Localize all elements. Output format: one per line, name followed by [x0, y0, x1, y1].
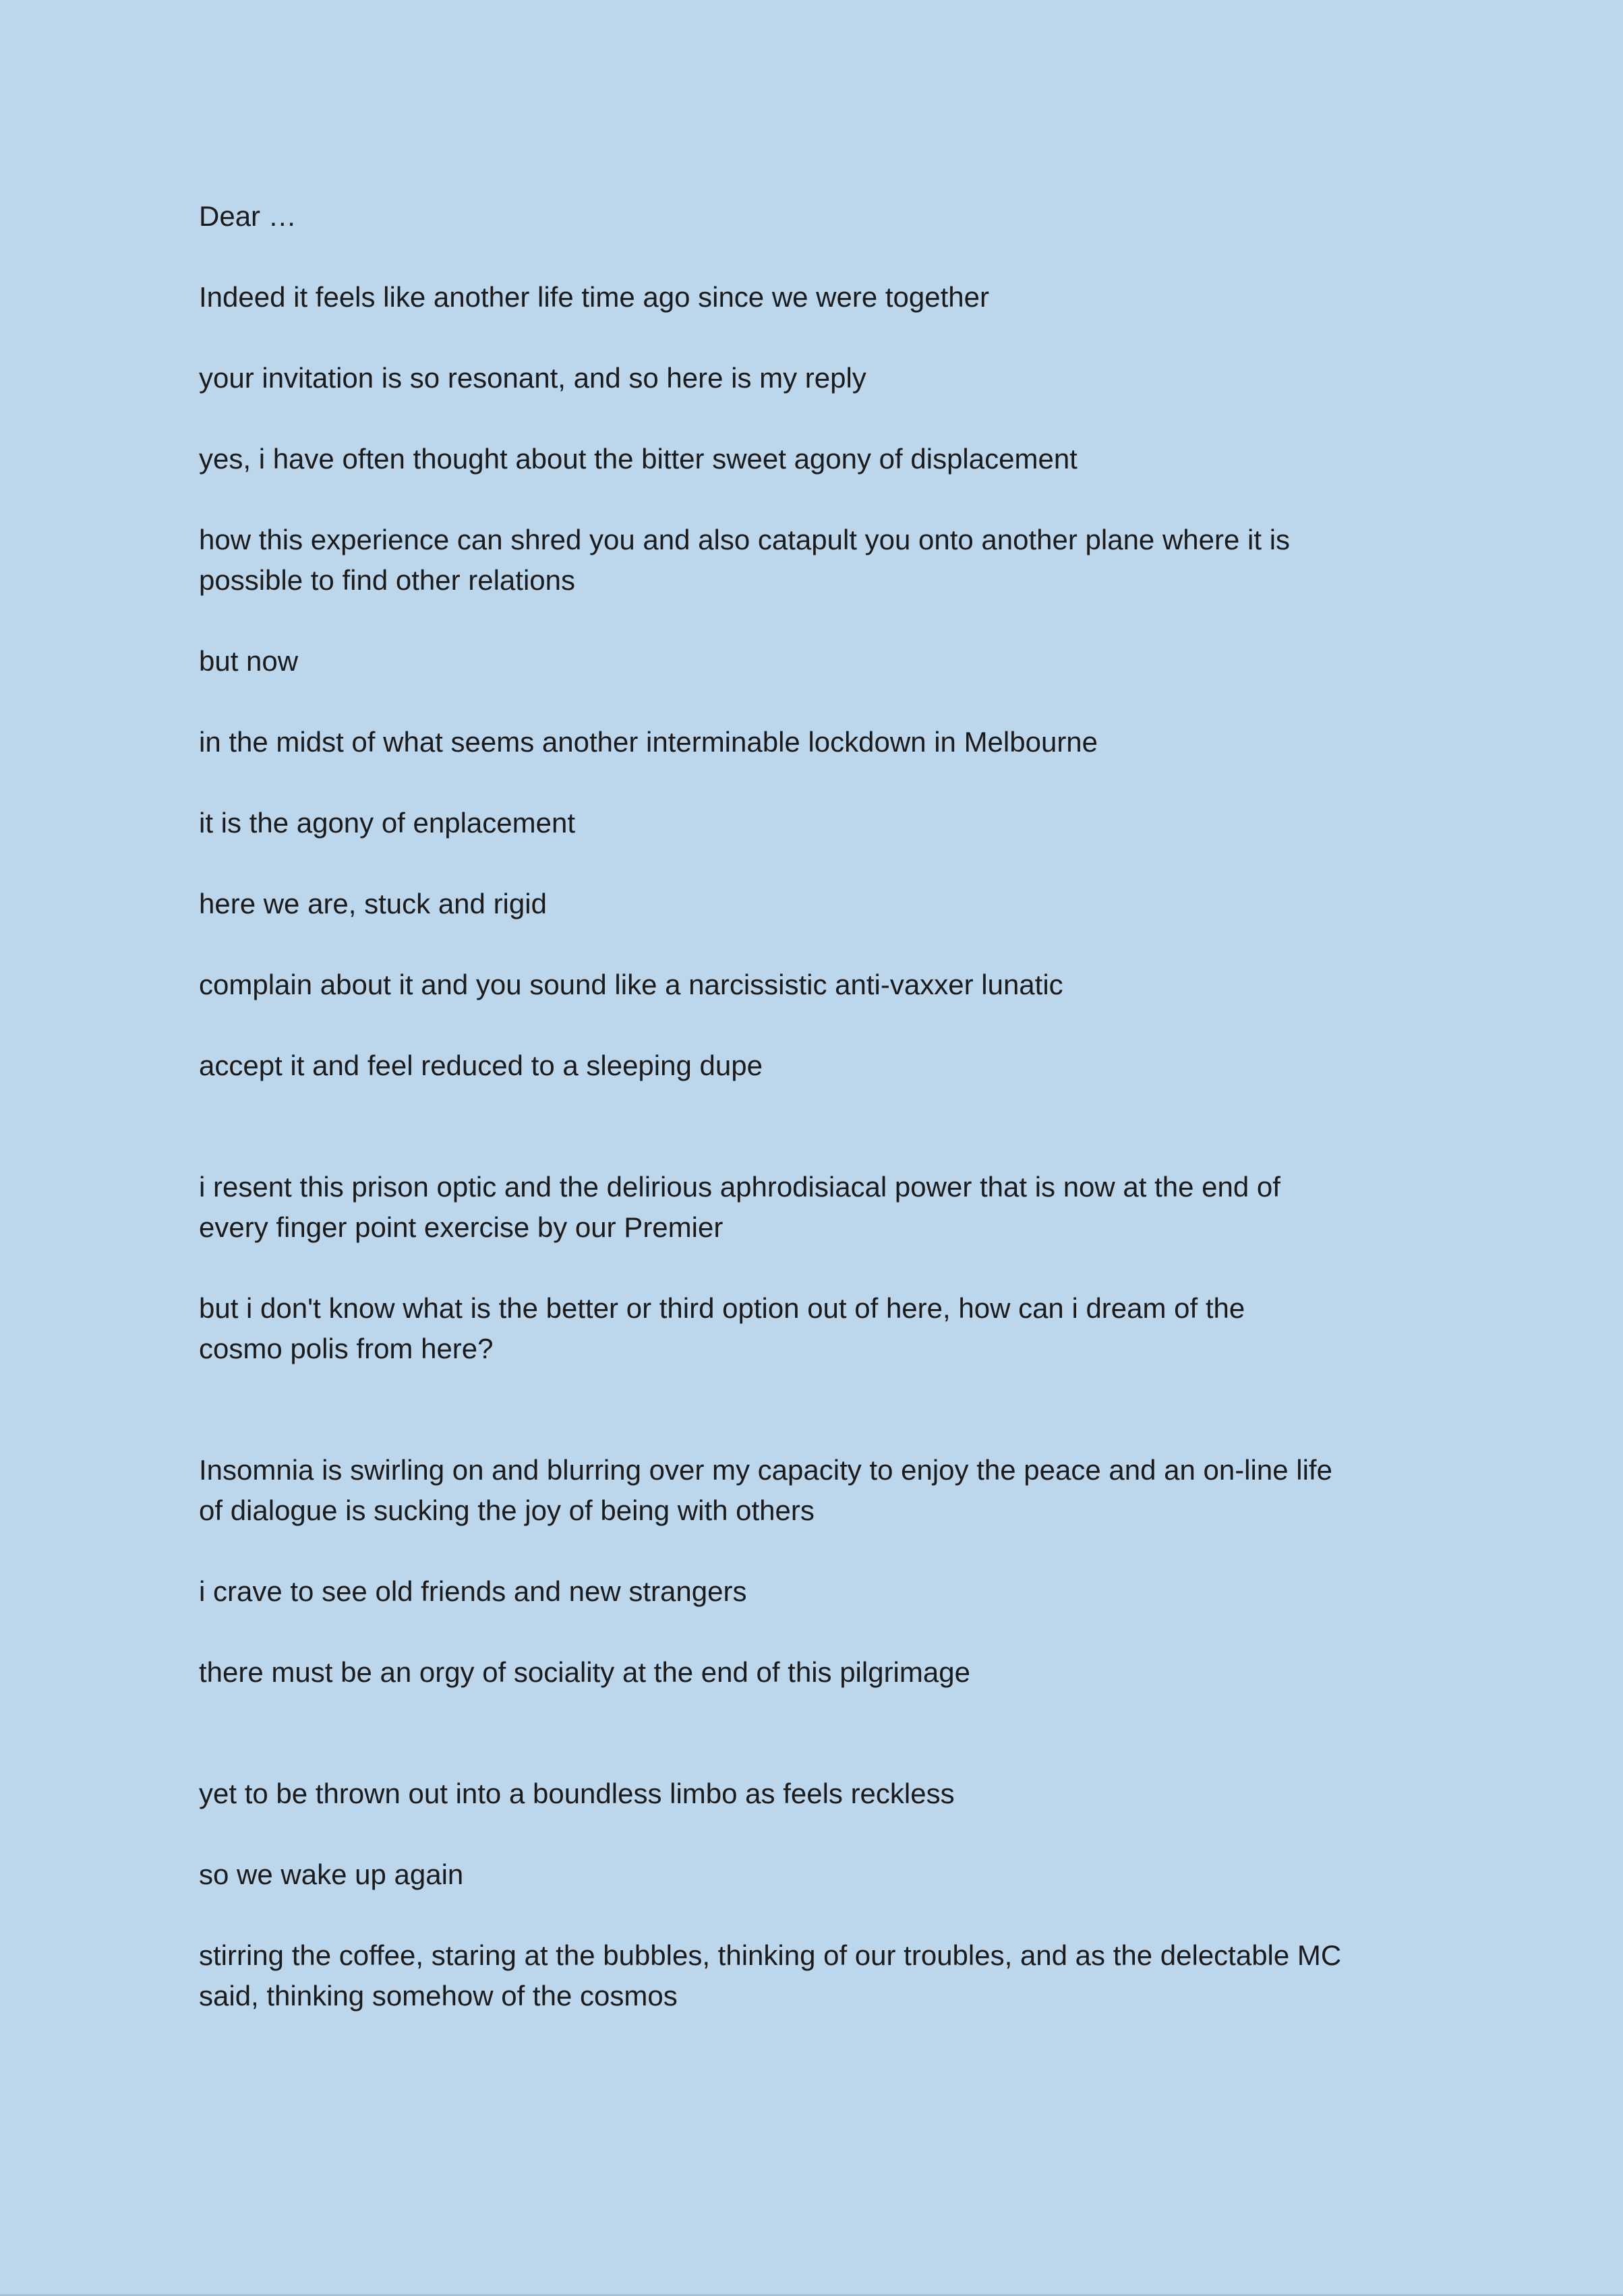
- letter-line: said, thinking somehow of the cosmos: [199, 1980, 678, 2012]
- letter-paragraph: [199, 1450, 1515, 1531]
- letter-paragraph: [199, 1935, 1515, 2016]
- letter-paragraph: [199, 1288, 1515, 1369]
- letter-line: there must be an orgy of sociality at the end of this pilgrimage: [199, 1656, 970, 1688]
- letter-paragraph: [199, 1652, 1515, 1693]
- letter-line: how this experience can shred you and also catapult you onto another plane where it is: [199, 524, 1291, 555]
- letter-line: Dear …: [199, 200, 297, 232]
- letter-line: Insomnia is swirling on and blurring over my capacity to enjoy the peace and an on-line life: [199, 1454, 1332, 1486]
- letter-paragraph: [199, 803, 1515, 843]
- letter-line: but i don't know what is the better or third option out of here, how can i dream of the: [199, 1292, 1245, 1324]
- letter-line: complain about it and you sound like a narcissistic anti-vaxxer lunatic: [199, 969, 1063, 1000]
- letter-paragraph: [199, 965, 1515, 1005]
- letter-paragraph: [199, 277, 1515, 318]
- letter-paragraph: [199, 1167, 1515, 1248]
- letter-paragraph: [199, 1571, 1515, 1612]
- letter-line: yet to be thrown out into a boundless limbo as feels reckless: [199, 1778, 955, 1809]
- letter-paragraph: [199, 1854, 1515, 1895]
- letter-line: possible to find other relations: [199, 564, 575, 596]
- letter-line: i resent this prison optic and the delirious aphrodisiacal power that is now at the end of: [199, 1171, 1280, 1203]
- letter-body: [199, 196, 1515, 2057]
- letter-paragraph: [199, 196, 1515, 237]
- letter-paragraph: [199, 358, 1515, 398]
- letter-line: but now: [199, 645, 299, 677]
- letter-paragraph: [199, 641, 1515, 682]
- letter-line: i crave to see old friends and new strangers: [199, 1575, 747, 1607]
- letter-paragraph: [199, 520, 1515, 601]
- letter-line: every finger point exercise by our Premier: [199, 1211, 724, 1243]
- letter-line: it is the agony of enplacement: [199, 807, 576, 839]
- letter-paragraph: [199, 884, 1515, 924]
- letter-line: in the midst of what seems another interminable lockdown in Melbourne: [199, 726, 1098, 758]
- letter-line: your invitation is so resonant, and so here is my reply: [199, 362, 866, 394]
- letter-line: Indeed it feels like another life time ago since we were together: [199, 281, 990, 313]
- letter-paragraph: [199, 1046, 1515, 1086]
- letter-line: stirring the coffee, staring at the bubbles, thinking of our troubles, and as the delectable MC: [199, 1939, 1342, 1971]
- letter-paragraph: [199, 439, 1515, 479]
- letter-paragraph: [199, 722, 1515, 762]
- letter-line: so we wake up again: [199, 1859, 464, 1890]
- letter-line: here we are, stuck and rigid: [199, 888, 547, 919]
- letter-line: cosmo polis from here?: [199, 1333, 494, 1364]
- letter-paragraph: [199, 1774, 1515, 1814]
- letter-line: of dialogue is sucking the joy of being with others: [199, 1494, 815, 1526]
- letter-line: yes, i have often thought about the bitter sweet agony of displacement: [199, 443, 1078, 475]
- letter-line: accept it and feel reduced to a sleeping dupe: [199, 1050, 763, 1081]
